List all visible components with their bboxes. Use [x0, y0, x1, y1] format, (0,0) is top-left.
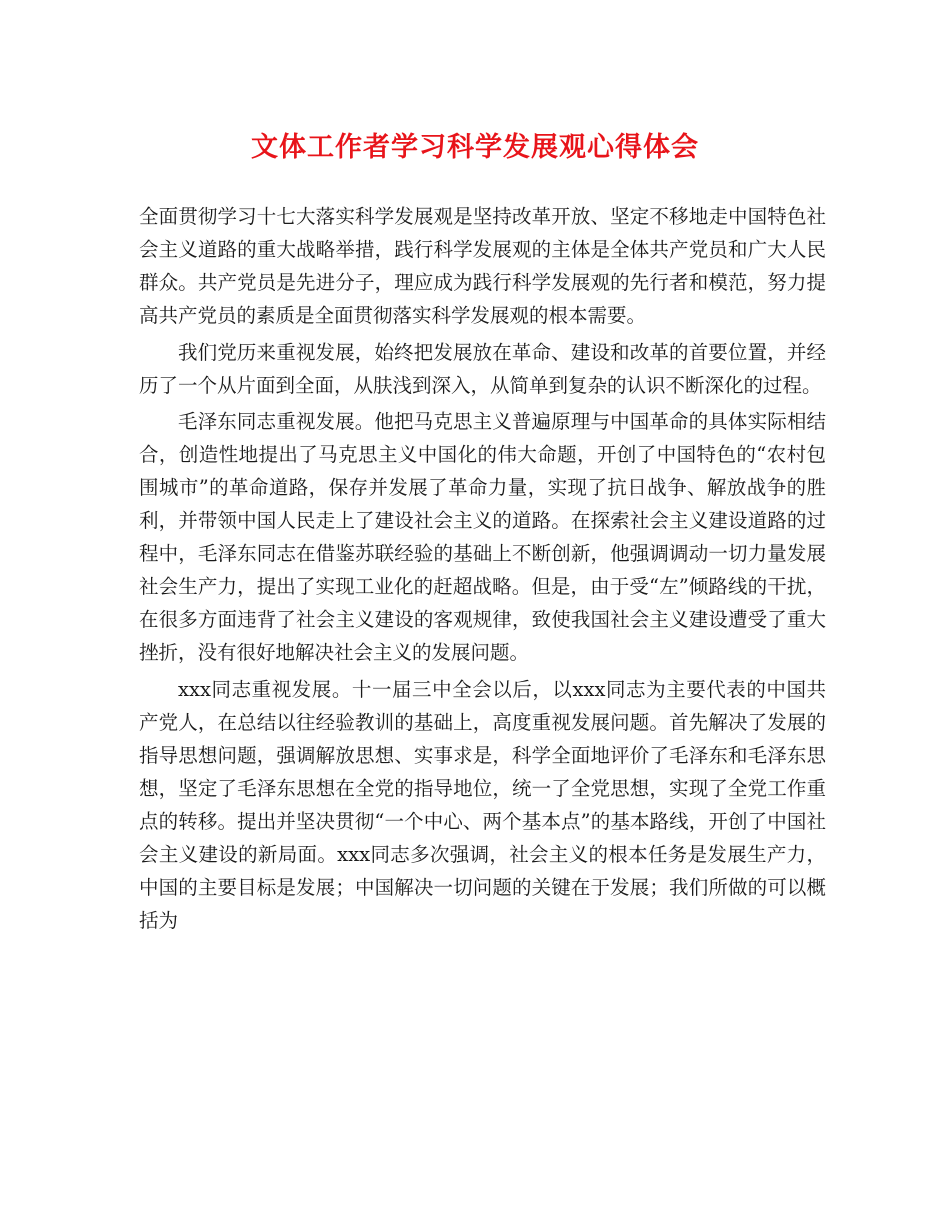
- paragraph-4: xxx同志重视发展。十一届三中全会以后，以xxx同志为主要代表的中国共产党人，在总结以往经验教训的基础上，高度重视发展问题。首先解决了发展的指导思想问题，强调解放思想、实事求是，科学全面地评价了毛泽东和毛泽东思想，坚定了毛泽东思想在全党的指导地位，统一了全党思想，实现了全党工作重点的转移。提出并坚决贯彻“一个中心、两个基本点”的基本路线，开创了中国社会主义建设的新局面。xxx同志多次强调，社会主义的根本任务是发展生产力，中国的主要目标是发展；中国解决一切问题的关键在于发展；我们所做的可以概括为: [139, 677, 826, 932]
- paragraph-3: 毛泽东同志重视发展。他把马克思主义普遍原理与中国革命的具体实际相结合，创造性地提出了马克思主义中国化的伟大命题，开创了中国特色的“农村包围城市”的革命道路，保存并发展了革命力量，实现了抗日战争、解放战争的胜利，并带领中国人民走上了建设社会主义的道路。在探索社会主义建设道路的过程中，毛泽东同志在借鉴苏联经验的基础上不断创新，他强调调动一切力量发展社会生产力，提出了实现工业化的赶超战略。但是，由于受“左”倾路线的干扰，在很多方面违背了社会主义建设的客观规律，致使我国社会主义建设遭受了重大挫折，没有很好地解决社会主义的发展问题。: [139, 410, 826, 665]
- paragraph-1: 全面贯彻学习十七大落实科学发展观是坚持改革开放、坚定不移地走中国特色社会主义道路的重大战略举措，践行科学发展观的主体是全体共产党员和广大人民群众。共产党员是先进分子，理应成为践行科学发展观的先行者和模范，努力提高共产党员的素质是全面贯彻落实科学发展观的根本需要。: [139, 205, 826, 327]
- document-body: [139, 200, 826, 940]
- document-title: 文体工作者学习科学发展观心得体会: [251, 132, 699, 163]
- paragraph-2: 我们党历来重视发展，始终把发展放在革命、建设和改革的首要位置，并经历了一个从片面到全面，从肤浅到深入，从简单到复杂的认识不断深化的过程。: [139, 340, 826, 397]
